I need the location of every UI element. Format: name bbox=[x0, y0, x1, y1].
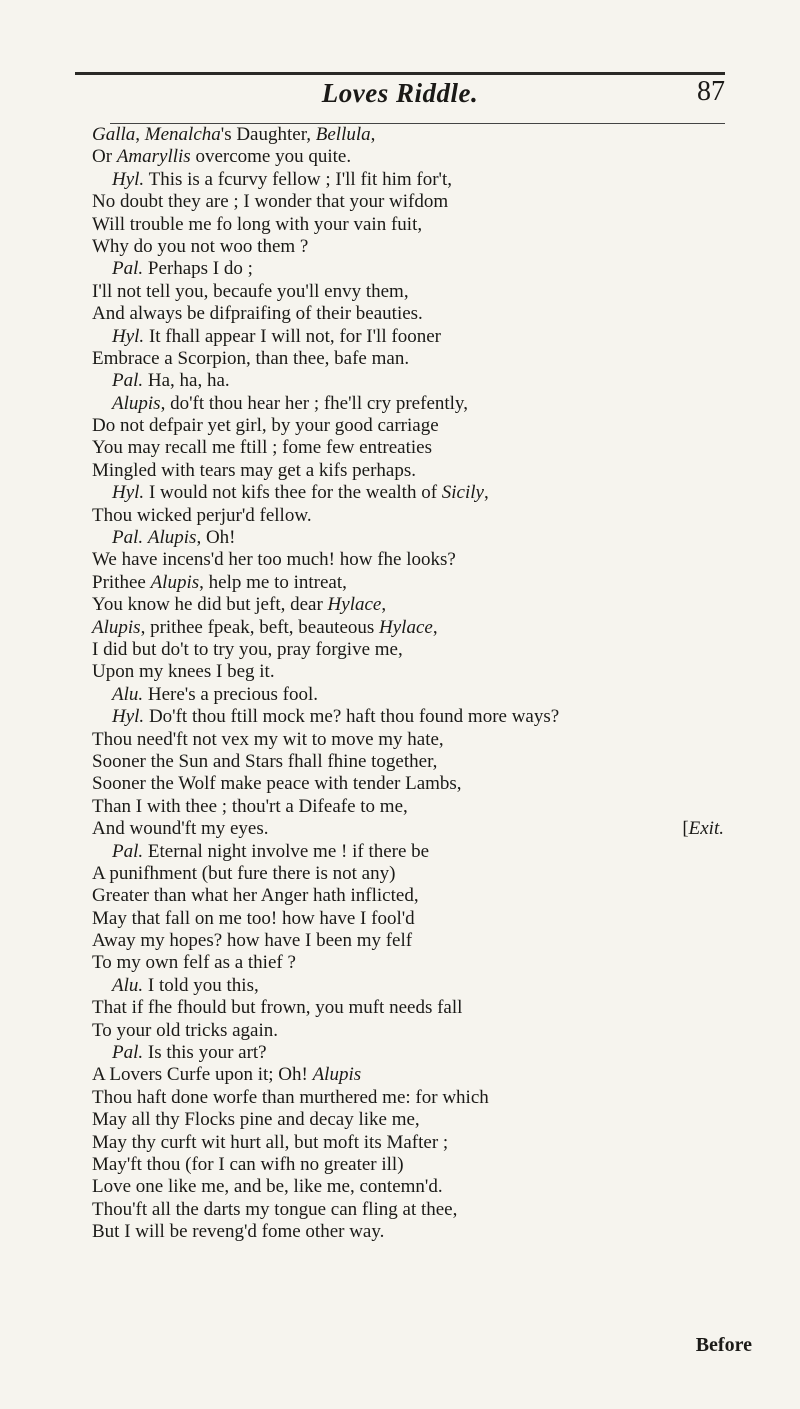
line-text: 's Daughter, bbox=[220, 124, 316, 145]
line-text: , bbox=[432, 616, 438, 638]
line-text: May all thy Flocks pine and decay like me, bbox=[92, 1109, 420, 1131]
line-text: Here's a precious fool. bbox=[143, 683, 319, 705]
italic-name: Hylace bbox=[379, 616, 433, 638]
line-text: Sooner the Wolf make peace with tender Lambs, bbox=[92, 773, 462, 795]
line-text: Love one like me, and be, like me, contemn'd. bbox=[92, 1176, 443, 1198]
speaker-prefix: Pal. bbox=[112, 370, 144, 392]
text-line bbox=[92, 751, 732, 773]
text-line bbox=[92, 124, 732, 146]
italic-name: Amaryllis bbox=[116, 146, 191, 168]
line-text: Do'ft thou ftill mock me? haft thou found more ways? bbox=[144, 706, 560, 728]
line-text: May that fall on me too! how have I fool'd bbox=[92, 907, 415, 929]
line-text: Perhaps I do ; bbox=[143, 258, 253, 280]
text-line bbox=[92, 146, 732, 168]
text-line bbox=[92, 1064, 732, 1086]
line-text: Will trouble me fo long with your vain fuit, bbox=[92, 213, 423, 235]
line-text: Upon my knees I beg it. bbox=[92, 661, 275, 683]
italic-name: Alupis bbox=[92, 616, 141, 638]
text-line bbox=[92, 236, 732, 258]
text-line bbox=[92, 1132, 732, 1154]
line-text: A punifhment (but fure there is not any) bbox=[92, 862, 396, 884]
line-text: A Lovers Curfe upon it; Oh! bbox=[92, 1064, 313, 1086]
text-line bbox=[92, 594, 732, 616]
line-text: I did but do't to try you, pray forgive me, bbox=[92, 638, 403, 660]
text-line bbox=[92, 1199, 732, 1221]
line-text: May'ft thou (for I can wifh no greater ill) bbox=[92, 1153, 404, 1175]
italic-name: Alupis bbox=[147, 527, 197, 549]
text-line bbox=[92, 191, 732, 213]
line-text: , bbox=[381, 594, 387, 616]
line-text: Than I with thee ; thou'rt a Difeafe to me, bbox=[92, 795, 408, 817]
speaker-prefix: Alu. bbox=[112, 974, 144, 996]
text-line bbox=[92, 527, 732, 549]
text-line bbox=[92, 370, 732, 392]
italic-name: Hylace bbox=[327, 594, 382, 616]
line-text: I told you this, bbox=[143, 974, 259, 996]
text-line bbox=[92, 773, 732, 795]
text-line bbox=[92, 505, 732, 527]
text-line bbox=[92, 482, 732, 504]
text-line bbox=[92, 415, 732, 437]
line-text: We have incens'd her too much! how fhe looks? bbox=[92, 549, 456, 571]
text-line bbox=[92, 661, 732, 683]
line-text: , prithee fpeak, beft, beauteous bbox=[140, 616, 380, 638]
line-text: Mingled with tears may get a kifs perhaps. bbox=[92, 459, 416, 481]
text-line bbox=[92, 885, 732, 907]
line-text: No doubt they are ; I wonder that your wifdom bbox=[92, 191, 449, 213]
text-line bbox=[92, 572, 732, 594]
speaker-prefix: Alupis bbox=[112, 392, 161, 414]
line-text: , Oh! bbox=[196, 527, 236, 549]
line-text: Embrace a Scorpion, than thee, bafe man. bbox=[92, 347, 410, 369]
speaker-prefix: Hyl. bbox=[112, 168, 145, 190]
text-line bbox=[92, 169, 732, 191]
text-line bbox=[92, 303, 732, 325]
text-line bbox=[92, 258, 732, 280]
line-text: And always be difpraifing of their beauties. bbox=[92, 303, 423, 325]
text-line bbox=[92, 1087, 732, 1109]
line-text: , help me to intreat, bbox=[199, 571, 347, 593]
text-line bbox=[92, 460, 732, 482]
line-text: Thou need'ft not vex my wit to move my hate, bbox=[92, 728, 444, 750]
line-text: Is this your art? bbox=[143, 1042, 267, 1064]
italic-name: Menalcha bbox=[144, 124, 221, 145]
italic-name: Alupis bbox=[150, 571, 200, 593]
line-text: To my own felf as a thief ? bbox=[92, 952, 296, 974]
text-line bbox=[92, 639, 732, 661]
line-text: But I will be reveng'd fome other way. bbox=[92, 1221, 385, 1243]
line-text: Away my hopes? how have I been my felf bbox=[92, 930, 413, 952]
italic-name: Bellula bbox=[315, 124, 371, 145]
catchword: Before bbox=[695, 1334, 752, 1356]
line-text: Why do you not woo them ? bbox=[92, 235, 309, 257]
speaker-prefix: Pal. bbox=[112, 1042, 144, 1064]
speaker-prefix: Hyl. bbox=[112, 706, 145, 728]
line-text: , bbox=[135, 124, 145, 145]
line-text: That if fhe fhould but frown, you muft needs fall bbox=[92, 997, 463, 1019]
page-header bbox=[75, 74, 725, 118]
text-line bbox=[92, 1154, 732, 1176]
line-text: overcome you quite. bbox=[190, 146, 352, 168]
line-text: You may recall me ftill ; fome few entreaties bbox=[92, 437, 432, 459]
line-text: This is a fcurvy fellow ; I'll fit him for't, bbox=[144, 168, 452, 190]
line-text: And wound'ft my eyes. bbox=[92, 818, 269, 840]
text-line bbox=[92, 818, 732, 840]
text-line bbox=[92, 1042, 732, 1064]
line-text: Eternal night involve me ! if there be bbox=[143, 840, 430, 862]
speaker-prefix: Pal. bbox=[112, 258, 144, 280]
text-line bbox=[92, 863, 732, 885]
text-line bbox=[92, 1176, 732, 1198]
stage-direction: [Exit. bbox=[682, 818, 724, 840]
line-text: Do not defpair yet girl, by your good carriage bbox=[92, 415, 439, 437]
line-text: , bbox=[370, 124, 376, 145]
line-text: Sooner the Sun and Stars fhall fhine together, bbox=[92, 750, 438, 772]
line-text: It fhall appear I will not, for I'll fooner bbox=[144, 325, 441, 347]
page-number: 87 bbox=[697, 76, 725, 107]
line-text: , bbox=[483, 482, 489, 504]
text-line bbox=[92, 841, 732, 863]
line-text: Greater than what her Anger hath inflicted, bbox=[92, 885, 419, 907]
line-text: , do'ft thou hear her ; fhe'll cry prefently, bbox=[160, 392, 468, 414]
text-line bbox=[92, 796, 732, 818]
text-line bbox=[92, 706, 732, 728]
line-text: Thou haft done worfe than murthered me: for which bbox=[92, 1086, 489, 1108]
text-line bbox=[92, 1221, 732, 1243]
line-text: To your old tricks again. bbox=[92, 1019, 278, 1041]
play-text bbox=[92, 124, 732, 1244]
text-line bbox=[92, 437, 732, 459]
line-text: I would not kifs thee for the wealth of bbox=[144, 482, 442, 504]
italic-name: Sicily bbox=[441, 482, 484, 504]
text-line bbox=[92, 393, 732, 415]
speaker-prefix: Pal. bbox=[112, 840, 144, 862]
text-line bbox=[92, 1109, 732, 1131]
line-text: I'll not tell you, becaufe you'll envy them, bbox=[92, 280, 409, 302]
line-text: Thou wicked perjur'd fellow. bbox=[92, 504, 312, 526]
italic-name: Alupis bbox=[312, 1064, 362, 1086]
text-line bbox=[92, 684, 732, 706]
line-text: You know he did but jeft, dear bbox=[92, 594, 328, 616]
text-line bbox=[92, 617, 732, 639]
text-line bbox=[92, 729, 732, 751]
text-line bbox=[92, 952, 732, 974]
line-text: Or bbox=[92, 146, 117, 168]
text-line bbox=[92, 214, 732, 236]
text-line bbox=[92, 997, 732, 1019]
speaker-prefix: Hyl. bbox=[112, 325, 145, 347]
italic-name: Galla bbox=[92, 124, 136, 145]
line-text: Prithee bbox=[92, 571, 151, 593]
running-title: Loves Riddle. bbox=[321, 78, 479, 108]
text-line bbox=[92, 281, 732, 303]
text-line bbox=[92, 975, 732, 997]
line-text: Ha, ha, ha. bbox=[143, 370, 230, 392]
line-text: Thou'ft all the darts my tongue can fling at thee, bbox=[92, 1198, 458, 1220]
speaker-prefix: Hyl. bbox=[112, 482, 145, 504]
speaker-prefix: Pal. bbox=[112, 527, 144, 549]
text-line bbox=[92, 1020, 732, 1042]
speaker-prefix: Alu. bbox=[112, 683, 144, 705]
text-line bbox=[92, 326, 732, 348]
text-line bbox=[92, 549, 732, 571]
line-text: May thy curft wit hurt all, but moft its Mafter ; bbox=[92, 1131, 449, 1153]
text-line bbox=[92, 908, 732, 930]
text-line bbox=[92, 348, 732, 370]
text-line bbox=[92, 930, 732, 952]
